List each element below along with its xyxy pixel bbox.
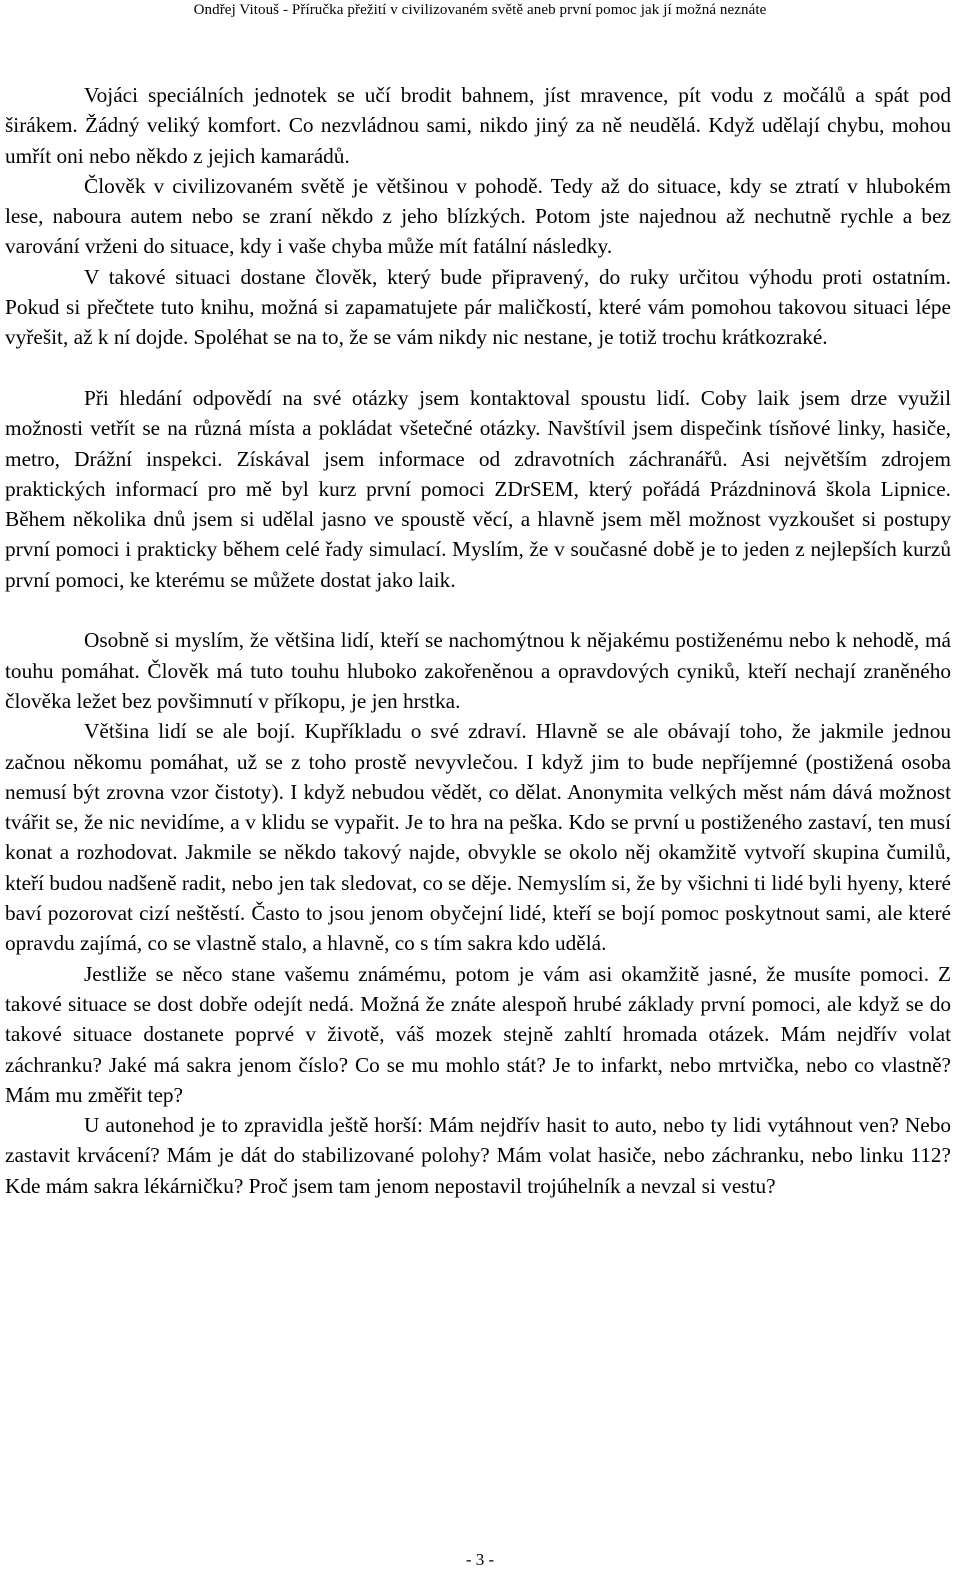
paragraph-car-accidents: U autonehod je to zpravidla ještě horší: Mám nejdřív hasit to auto, nebo ty lidi vytáhnout ven? Nebo zastavit krvácení? Mám je dát do stabilizované polohy? Mám volat hasiče, nebo záchranku, nebo linku 112? Kde mám sakra lékárničku? Proč jsem tam jenom nepostavil trojúhelník a nevzal si vestu? (5, 1113, 951, 1198)
paragraph-civilized-world: Člověk v civilizovaném světě je většinou v pohodě. Tedy až do situace, kdy se ztratí v hlubokém lese, naboura autem nebo se zraní někdo z jeho blízkých. Potom jste najednou až nechutně rychle a bez varování vrženi do situace, kdy i vaše chyba může mít fatální následky. (5, 173, 951, 259)
paragraph-desire-to-help: Osobně si myslím, že většina lidí, kteří se nachomýtnou k nějakému postiženému nebo k nehodě, má touhu pomáhat. Člověk má tuto touhu hluboko zakořeněnou a opravdových cyniků, kteří nechají zraněného člověka ležet bez povšimnutí v příkopu, je jen hrstka. (5, 628, 951, 713)
paragraph-acquaintance: Jestliže se něco stane vašemu známému, potom je vám asi okamžitě jasné, že musíte pomoci. Z takové situace se dost dobře odejít nedá. Možná že znáte alespoň hrubé základy první pomoci, ale když se do takové situace dostanete poprvé v životě, váš mozek stejně zahltí hromada otázek. Mám nejdřív volat záchranku? Jaké má sakra jenom číslo? Co se mu mohlo stát? Je to infarkt, nebo mrtvička, nebo co vlastně? Mám mu změřit tep? (5, 961, 951, 1107)
page-number: - 3 - (465, 1550, 495, 1569)
paragraph-fear: Většina lidí se ale bojí. Kupříkladu o své zdraví. Hlavně se ale obávají toho, že jakmile jednou začnou někomu pomáhat, už se z toho prostě nevyvlečou. I když jim to bude nepříjemné (postižená osoba nemusí být zrovna vzor čistoty). I když nebudou vědět, co dělat. Anonymita velkých měst nám dává možnost tvářit se, že nic nevidíme, a v klidu se vypařit. Je to hra na peška. Kdo se první u postiženého zastaví, ten musí konat a rozhodovat. Jakmile se někdo takový najde, obvykle se okolo něj okamžitě vytvoří skupina čumilů, kteří budou nadšeně radit, nebo jen tak sledovat, co se děje. Nemyslím si, že by všichni ti lidé byli hyeny, které baví pozorovat cizí neštěstí. Často to jsou jenom obyčejní lidé, kteří se bojí pomoc poskytnout sami, ale které opravdu zajímá, co se vlastně stalo, a hlavně, co s tím sakra kdo udělá. (5, 719, 951, 956)
running-header: Ondřej Vitouš - Příručka přežití v civilizovaném světě aneb první pomoc jak jí možná neznáte (193, 2, 767, 18)
paragraph-research: Při hledání odpovědí na své otázky jsem kontaktoval spoustu lidí. Coby laik jsem drze využil možnosti vetřít se na různá místa a pokládat všetečné otázky. Navštívil jsem dispečink tísňové linky, hasiče, metro, Drážní inspekci. Získával jsem informace od zdravotních záchranářů. Asi největším zdrojem praktických informací pro mě byl kurz první pomoci ZDrSEM, který pořádá Prázdninová škola Lipnice. Během několika dnů jsem si udělal jasno ve spoustě věcí, a hlavně jsem měl možnost vyzkoušet si postupy první pomoci i prakticky během celé řady simulací. Myslím, že v současné době je to jeden z nejlepších kurzů první pomoci, ke kterému se můžete dostat jako laik. (5, 385, 951, 592)
paragraph-soldiers: Vojáci speciálních jednotek se učí brodit bahnem, jíst mravence, pít vodu z močálů a spát pod širákem. Žádný veliký komfort. Co nezvládnou sami, nikdo jiný za ně neudělá. Když udělají chybu, mohou umřít oni nebo někdo z jejich kamarádů. (5, 83, 951, 168)
document-body (5, 80, 951, 1201)
paragraph-prepared: V takové situaci dostane člověk, který bude připravený, do ruky určitou výhodu proti ostatním. Pokud si přečtete tuto knihu, možná si zapamatujete pár maličkostí, které vám pomohou takovou situaci lépe vyřešit, až k ní dojde. Spoléhat se na to, že se vám nikdy nic nestane, je totiž trochu krátkozraké. (5, 264, 951, 350)
